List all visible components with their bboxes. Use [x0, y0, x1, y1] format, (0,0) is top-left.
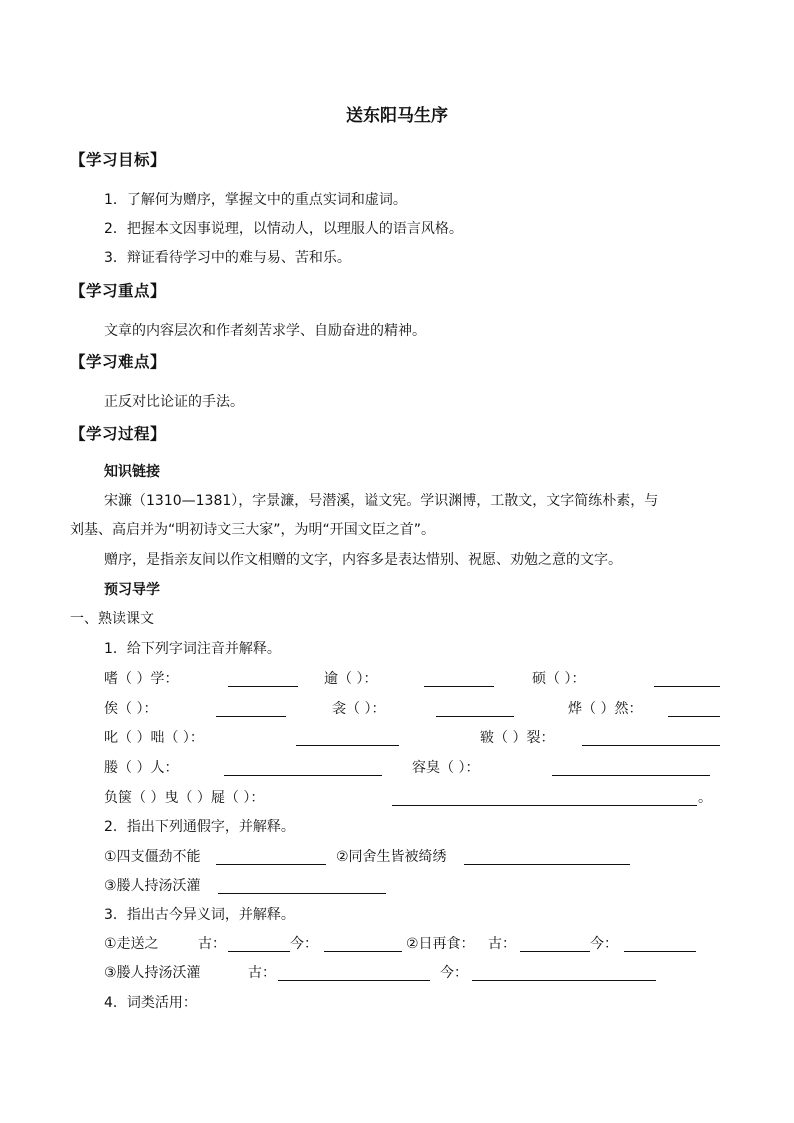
yiyi-item: ③媵人持汤沃灌 — [104, 965, 201, 981]
pinyin-term: 硕（ ）： — [532, 671, 586, 687]
preview-heading: 预习导学 — [104, 582, 160, 598]
heading-difficulty: 【学习难点】 — [70, 353, 167, 371]
jin-label: 今： — [440, 965, 468, 981]
tongjia-item: ①四支僵劲不能 — [104, 849, 201, 865]
answer-blank[interactable] — [464, 850, 630, 865]
pinyin-term: 烨（ ）然： — [568, 701, 643, 717]
pinyin-term: 衾（ ）： — [332, 701, 386, 717]
pinyin-term: 俟（ ）： — [104, 701, 158, 717]
key-text: 文章的内容层次和作者刻苦求学、自励奋进的精神。 — [104, 323, 426, 339]
gu-label: 古： — [248, 965, 276, 981]
yiyi-item: ①走送之 — [104, 936, 159, 952]
answer-blank[interactable] — [472, 966, 656, 981]
pinyin-term: 容臭（ ）： — [412, 760, 480, 776]
answer-blank[interactable] — [218, 879, 386, 894]
tongjia-item: ②同舍生皆被绮绣 — [336, 849, 447, 865]
answer-blank[interactable] — [228, 672, 298, 687]
pinyin-term: 负箧（ ）曳（ ）屣（ ）： — [104, 790, 265, 806]
answer-blank[interactable] — [520, 937, 590, 952]
answer-blank[interactable] — [552, 761, 710, 776]
answer-blank[interactable] — [624, 937, 696, 952]
gu-label: 古： — [198, 936, 226, 952]
answer-blank[interactable] — [436, 702, 514, 717]
knowledge-para: 赠序，是指亲友间以作文相赠的文字，内容多是表达惜别、祝愿、劝勉之意的文字。 — [104, 552, 622, 568]
heading-goals: 【学习目标】 — [70, 151, 167, 169]
answer-blank[interactable] — [224, 761, 382, 776]
difficulty-text: 正反对比论证的手法。 — [104, 394, 244, 410]
knowledge-heading: 知识链接 — [104, 464, 160, 480]
knowledge-para-line: 宋濂（1310—1381），字景濂，号潜溪，谥文宪。学识渊博，工散文，文字简练朴素，与 — [104, 493, 659, 509]
answer-blank[interactable] — [296, 731, 399, 746]
heading-key: 【学习重点】 — [70, 282, 167, 300]
question-3: 3．指出古今异义词，并解释。 — [104, 907, 295, 923]
answer-blank[interactable] — [278, 966, 430, 981]
yiyi-item: ②日再食： — [406, 936, 475, 952]
question-2: 2．指出下列通假字，并解释。 — [104, 819, 295, 835]
goal-item: 3．辩证看待学习中的难与易、苦和乐。 — [104, 250, 351, 266]
page-title: 送东阳马生序 — [346, 106, 448, 126]
answer-blank[interactable] — [582, 731, 720, 746]
goal-item: 1．了解何为赠序，掌握文中的重点实词和虚词。 — [104, 192, 407, 208]
jin-label: 今： — [290, 936, 318, 952]
knowledge-para-line: 刘基、高启并为“明初诗文三大家”，为明“开国文臣之首”。 — [70, 522, 436, 538]
question-1: 1．给下列字词注音并解释。 — [104, 641, 281, 657]
part-one-heading: 一、熟读课文 — [70, 611, 154, 627]
answer-blank[interactable] — [216, 850, 326, 865]
answer-blank[interactable] — [216, 702, 286, 717]
goal-item: 2．把握本文因事说理，以情动人，以理服人的语言风格。 — [104, 221, 463, 237]
pinyin-term: 皲（ ）裂： — [480, 730, 555, 746]
jin-label: 今： — [590, 936, 618, 952]
answer-blank[interactable] — [668, 702, 720, 717]
period-mark: 。 — [698, 790, 712, 806]
pinyin-term: 媵（ ）人： — [104, 760, 179, 776]
gu-label: 古： — [488, 936, 516, 952]
answer-blank[interactable] — [654, 672, 720, 687]
pinyin-term: 叱（ ）咄（ ）： — [104, 730, 204, 746]
tongjia-item: ③媵人持汤沃灌 — [104, 878, 201, 894]
heading-process: 【学习过程】 — [70, 425, 167, 443]
pinyin-term: 逾（ ）： — [324, 671, 378, 687]
pinyin-term: 嗜（ ）学： — [104, 671, 179, 687]
answer-blank[interactable] — [324, 937, 402, 952]
answer-blank[interactable] — [392, 791, 697, 806]
answer-blank[interactable] — [228, 937, 290, 952]
answer-blank[interactable] — [424, 672, 494, 687]
question-4: 4．词类活用： — [104, 995, 197, 1011]
